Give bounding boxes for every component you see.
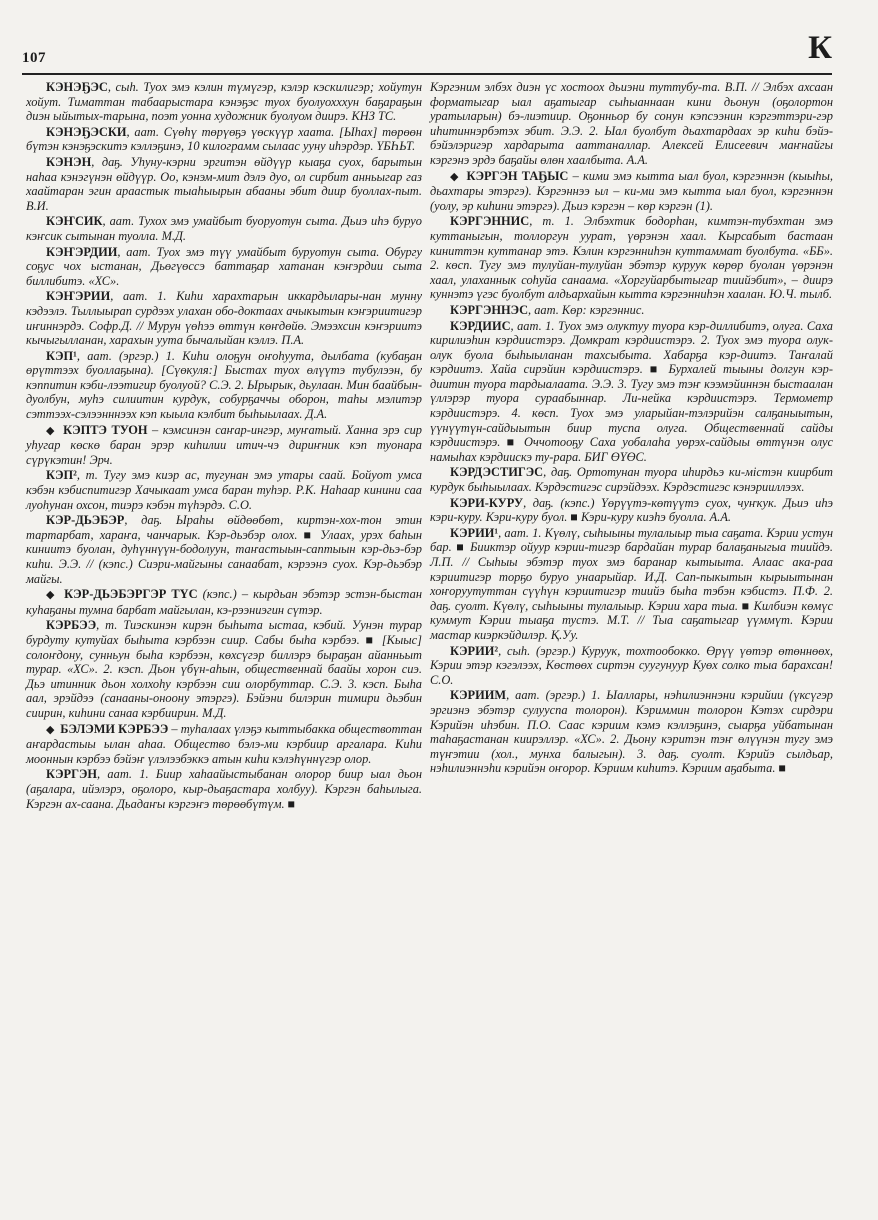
- dictionary-entry: [430, 526, 833, 643]
- entry-headword: КЭҤСИК: [46, 214, 103, 229]
- page-number: 107: [22, 50, 46, 66]
- entry-headword: КЭРИИ¹: [450, 525, 499, 540]
- entry-definition: , аат. Тухох эмэ умайбыт буоруотун сыта. Дьиэ иһэ буруо кэҥсик сытынан туолла. М.Д.: [26, 214, 422, 243]
- entry-definition: , аат. 1. Киһи харахтарын иккардылары-нан мунну кэдээлэ. Тыллыырап сурдээх улахан обо-доктаах ачыкытын кэҥэриитигэр иҥиннэрдэ. Софр.Д. // Мурун үөһээ өттүн көҥдөйө. Эмээхсин кэҥэриитэ кычыгылланан, харахын уута бычалыйан кэллэ. П.А.: [26, 289, 422, 348]
- entry-headword: КЭРГЭННЭС: [450, 302, 529, 317]
- entry-definition: , аат. 1. Биир хаһаайыстыбанан олорор биир ыал дьон (аҕалара, ийэлэрэ, оҕолоро, кыр-дьаҕастара холбуу). Кэргэн баһылыга. Кэргэн ах-саана. Дьадаҥы кэргэҥэ төрөөбүтүм. ■: [26, 767, 422, 811]
- entry-headword: КЭРИ-КУРУ: [450, 495, 524, 510]
- entry-headword: КЭҤЭРИИ: [46, 289, 111, 304]
- entry-definition: , аат. Көр: кэргэннис.: [528, 302, 645, 317]
- entry-definition: , даҕ. Ортотунан туора иһирдьэ ки-містэн киирбит курдук быһыылаах. Кэрдэстигэс сирэйдээх. Кэрдэстигэс кэнэрииллээх.: [430, 465, 833, 495]
- entry-headword: КЭР-ДЬЭБЭР: [46, 513, 125, 528]
- entry-definition: (кэпс.) – кырдьан эбэтэр эстэн-быстан куһаҕаны тумна барбат майгылан, кэ-рээниэгин сүтэр.: [26, 587, 422, 617]
- entry-definition: , сыһ. Туох эмэ кэлин түмүгэр, кэлэр кэскилигэр; хойутун хойут. Тиматтан табаарыстара кэнэҕэс туох буолуохххун баҕараҕын диэн ыйытых-тарына, поэт уонна художник буолуом диирэ. КНЗ ТС.: [26, 80, 422, 124]
- entry-headword: КЭР-ДЬЭБЭРГЭР ТҮС: [64, 587, 198, 602]
- entry-headword: КЭНЭН: [46, 154, 92, 169]
- entry-headword: КЭРГЭННИС: [450, 214, 530, 229]
- entry-headword: КЭНЭҔЭС: [46, 80, 108, 94]
- entry-headword: КЭРГЭН: [46, 767, 98, 782]
- right-column: [430, 80, 833, 777]
- entry-headword: КЭРИИМ: [450, 688, 507, 703]
- entry-headword: КЭНЭҔЭСКИ: [46, 124, 127, 139]
- entry-definition: , аат. Туох эмэ түү умайбыт буруотун сыта. Обургу соҕус чох ыстанан, Дьөгүөссэ баттаҕар хатанан кэҥэрдии сыта биллибитэ. «ХС».: [26, 244, 422, 288]
- dictionary-entry: [26, 125, 422, 154]
- dictionary-entry: [430, 214, 833, 302]
- entry-definition: , даҕ. (кэпс.) Үөрүүтэ-көтүүтэ суох, чуҥкук. Дьиэ иһэ кэри-куру. Кэри-куру буол. ■ Кэри-куру киэһэ буолла. А.А.: [430, 495, 833, 525]
- dictionary-entry: [26, 722, 422, 767]
- entry-definition: , аат. (эргэр.) 1. Киһи олоҕун оҥоһуута, дылбата (кубаҕан өрүттээх буоллаҕына). [Сүөкуля:] Быстах туох өлүүтэ тубулээн, бу кэппитин кэби-лээтигир буолуой? С.Э. 2. Ырырык, дьулаан. Мин баайбын-дуолбун, муһэ силиитин курдук, собурҕаччы оборон, таһы мэлитэр сэттээх-сэлээнннээх кэп кыыла кэлбит быһыылаах. Д.А.: [26, 348, 422, 422]
- dictionary-entry: [26, 349, 422, 422]
- entry-headword: КЭПТЭ ТУОН: [63, 422, 148, 437]
- entry-headword: КЭП²: [46, 468, 77, 483]
- entry-definition: , аат. Сүөһү төрүөҕэ үөскүүр хаата. [Ыһах] төрөөн бүтэн кэнэҕэскитэ кэллэҕинэ, 10 килограмм сылаас ууну иһэрдэр. ҮБҺЬТ.: [26, 124, 422, 154]
- dictionary-entry: [430, 303, 833, 318]
- dictionary-entry: [430, 319, 833, 465]
- header-rule: [22, 73, 832, 75]
- entry-definition: – кими эмэ кытта ыал буол, кэргэннэн (кыыһы, дьахтары этэргэ). Кэргэннээ ыл – ки-ми эмэ кытта ыал буол, кэргэннэн (уолу, эр киһини этэргэ). Дьиэ кэргэн – көр кэргэн (1).: [430, 168, 833, 213]
- entry-headword: КЭРДЭСТИГЭС: [450, 465, 544, 480]
- entry-definition: – кэмсинэн саҥар-ингэр, муҥатый. Ханна эрэ сир уһугар көскө баран эрэр киһилии итич-чэ дириҥник кэп туонара сүрүкэтин! Эрч.: [26, 422, 422, 467]
- entry-definition: , сыһ. (эргэр.) Куруук, тохтообокко. Өрүү үөтэр өтөннөөх, Кэрии этэр кэгэлээх, Көстөөх сиртэн суугунуур Куөх солко тыа барахсан! С.О.: [430, 643, 833, 687]
- entry-headword: КЭРБЭЭ: [46, 618, 97, 633]
- diamond-bullet-icon: ◆: [450, 170, 464, 183]
- dictionary-entry: [430, 80, 833, 168]
- entry-definition: , даҕ. Уһуну-кэрни эргитэн өйдүүр кыаҕа суох, барытын наһаа кэнэгүнэн өйдүүр. Оо, кэнэм-мит дэлэ дуо, ол сирбит анньыгар газ хаайтаран эгин араастык тыаһыырын абааны эбит диир буоллах-пыт. В.И.: [26, 154, 422, 213]
- dictionary-entry: [26, 513, 422, 586]
- entry-headword: КЭП¹: [46, 348, 77, 363]
- entry-headword: КЭРДИИС: [450, 318, 511, 333]
- section-letter: К: [808, 30, 832, 66]
- entry-definition: , аат. (эргэр.) 1. Ыаллары, нэһилиэннэни кэрийии (үксүгэр эргиэнэ эбэтэр сулууспа толорон). Кэриммин толорон Кэтэх сирдэри Кэрийэн иһэбин. П.О. Саас кэриим кэмэ кэллэҕинэ, сыарҕа уйбатынан таһаҕастанан киирэллэр. «ХС». 2. Дьону кэритэн тэҥ өлүүнэн тугу эмэ түҥэтии (хол., мунха балыгын). 3. даҕ. суолт. Кэрийэ сылдьар, нэһилиэннэһи кэрийэн оҥорор. Кэриим киһитэ. Кэриим аҕабыта. ■: [430, 688, 833, 776]
- dictionary-entry: [430, 644, 833, 688]
- entry-definition: – туһалаах үлэҕэ кыттыбакка обществоттан аҥардастыы ылан аһаа. Общество бэлэ-ми кэрбиир аргалара. Киһи мооннын кэрбээ бэйэҥ үлэлээбэккэ атын киһи кэлэһүннүгэр олор.: [26, 721, 422, 766]
- left-column: [26, 80, 422, 812]
- entry-definition: , даҕ. Ыраһы өйдөөбөт, киртэн-хох-тон этин тартарбат, хараҥа, чанчарык. Кэр-дьэбэр олох. ■ Улаах, урэх баһын киниитэ буолан, дуһүннүүн-бодолуун, таҥастыын-саптыын кэр-дьэ-бэр киһи. Э.Э. // (кэпс.) Сиэри-майгыны санаабат, кэрээнэ суох. Кэр-дьэбэр майгы.: [26, 513, 422, 586]
- entry-headword: БЭЛЭМИ КЭРБЭЭ: [60, 721, 169, 736]
- entry-definition: , аат. 1. Туох эмэ олуктуу туора кэр-диллибитэ, олуга. Саха кирилиэһин кэрдиистэрэ. Домкрат кэрдиистэрэ. 2. Туох эмэ туора олук-олук буола быһыыланан тахсыбыта. Хабарҕа кэр-диитэ. Таҥалай кэрдиитэ. Хайа сирэйин кэрдиистэрэ. ■ Бурхалей тыыны долгун кэр-диитин туора тардыалаата. Э.Э. 3. Тугу эмэ тэҥ кээмэйиннэн быстаалан үллэрэр туора сураабыннар. Ли-нейка кэрдиистэрэ. Термометр кэрдиистэрэ. 4. көсп. Туох эмэ уларыйан-тэлэрийэн салҕаныытын, үүнүүтүн-сайдыытын биир туспа олуга. Общественнай сайды кэрдиистэрэ. ■ Оччотооҕу Саха уобалаһа уөрэх-сайдыы өттүнэн олус намыһах кэрдиискэ ту-рара. БИГ ӨҮӨС.: [430, 318, 833, 464]
- dictionary-entry: [26, 587, 422, 617]
- entry-headword: КЭРГЭН ТАҔЫС: [466, 168, 569, 183]
- dictionary-entry: [26, 423, 422, 468]
- dictionary-entry: [26, 618, 422, 720]
- dictionary-entry: [26, 214, 422, 243]
- dictionary-entry: [430, 465, 833, 494]
- dictionary-entry: [26, 245, 422, 289]
- entry-headword: КЭҤЭРДИИ: [46, 244, 118, 259]
- diamond-bullet-icon: ◆: [46, 723, 58, 736]
- dictionary-entry: [26, 468, 422, 512]
- entry-definition: , т. Тиэскинэн кирэн быһыта ыстаа, кэбий. Уунэн турар бурдуту кутуйах быһыта кэрбээн сиир. Сабы быһа кэрбээ. ■ [Кыыс] солоҥдону, сунньун быһа кэрбээн, көхсүгэр биллэрэ быраҕан айанньыт турар. «ХС». 2. кэсп. Дьон үбүн-аһын, общественнай баайы хорон сиэ. Дьэ итинник дьон холхоһу кэрбээн сии олорбуттар. С.Э. 3. кэсп. Быһа аал, эрэйдээ (санааны-оноону этэргэ). Бэйэни билэрин тимири дьэбин сиирин, киһини санаа кэрбиирин. М.Д.: [26, 618, 422, 720]
- entry-definition: Кэргэним элбэх диэн үс хостоох дьиэни туттубу-та. В.П. // Элбэх ахсаан форматыгар ыал аҕатыгар сыһыаннаан кини дьонун (оҕолортон уратыларын) бэ-лиэтиир. Оҕонньор бу сонун кэпсээнин кэргэттэри-гэр иһитиннэрбэтэх эбит. Э.Э. 2. Ыал буолбут дьахтардаах эр киһи бэйэ-бэйэлэригэр хардарыта ааттаналлар. Алексей Елисеевич маҥнайгы кэргэнэ эрдэ баҕайы өлөн хаалбыта. А.А.: [430, 80, 833, 167]
- entry-definition: , т. 1. Элбэхтик бодорһан, кимтэн-тубэхтан эмэ куттаныгын, толлоргун уурат, үөрэнэн хаал. Кырсабыт бастаан киниттэн куттанар этэ. Кэлин кэргэнниһэн куттаммат буолбута. «ББ». 2. көсп. Тугу эмэ тулуйан-тулуйан эбэтэр куруук көрөр буолан үөрэнэн хаал, улаханнык соһуйа санаама. «Хоргуйарбытыгар тиийэбит», – диирэ куннэтэ үгэс буолбут алдьархайын кытта кэргэнниһэн хаалан. Ю.Ч. тылб.: [430, 214, 833, 302]
- dictionary-entry: [26, 80, 422, 124]
- dictionary-entry: [26, 155, 422, 213]
- entry-headword: КЭРИИ²: [450, 643, 499, 658]
- diamond-bullet-icon: ◆: [46, 424, 61, 437]
- entry-definition: , т. Тугу эмэ киэр ас, тугунан эмэ утары саай. Бойуот умса кэбэн кэбиспитигэр Хачыкаат умса баран туһэр. Р.К. Наһаар кинини саа луоһунан охсон, тиэрэ кэбэн түһэрдэ. С.О.: [26, 468, 422, 512]
- dictionary-entry: [26, 767, 422, 811]
- diamond-bullet-icon: ◆: [46, 589, 62, 602]
- dictionary-entry: [430, 688, 833, 776]
- dictionary-entry: [430, 169, 833, 214]
- dictionary-entry: [26, 289, 422, 347]
- entry-definition: , аат. 1. Күөлү, сыһыыны тулалыыр тыа саҕата. Кэрии устун бар. ■ Бииктэр ойуур кэрии-тигэр бардайан турар балаҕаныгыа тиийдэ. Л.П. // Сыһыы эбэтэр туох эмэ баранар кытыыта. Алаас ака-раа кэриитигэр торҕо буруо унаарыйар. И.Д. Сап-пыкытын кырыытынан хоҥоруутуттан сүүһүн кэриитигэр тиийэ быһа тэбэн кэбистэ. П.Ф. 2. даҕ. суолт. Күөлү, сыһыыны тулалыыр. Кэрии хара тыа. ■ Килбиэн көмүс куммут Кэрии тыаҕа тустэ. М.Т. // Тыа саҕатыгар үүммүт. Кэрии мастар киэркэйдилэр. Қ.Уу.: [430, 525, 833, 642]
- dictionary-entry: [430, 496, 833, 525]
